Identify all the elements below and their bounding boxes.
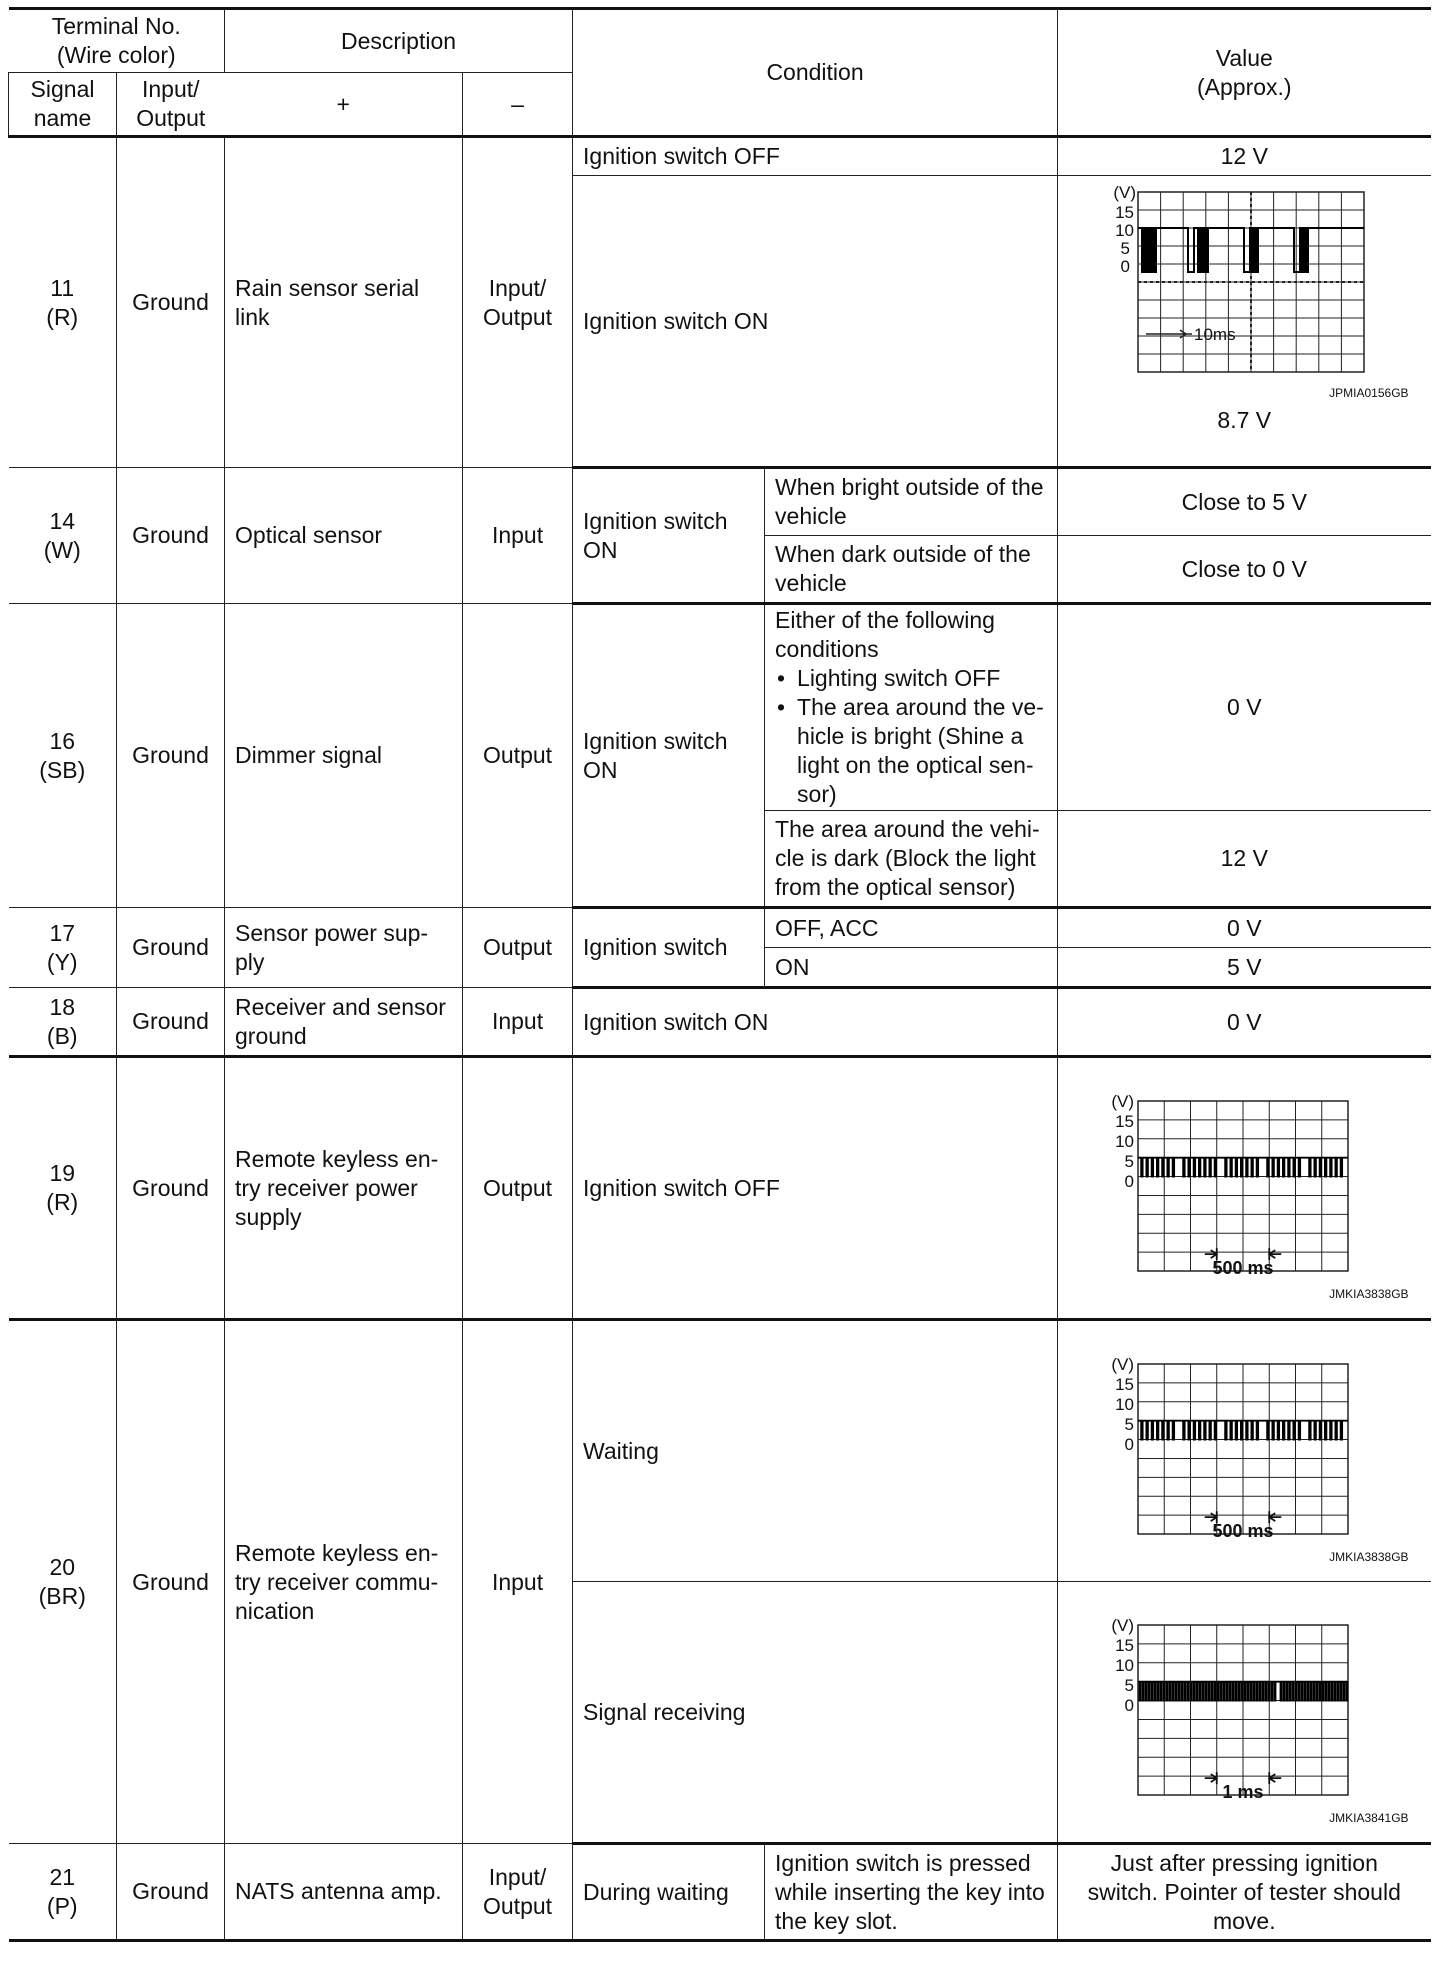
waveform-cell	[1058, 176, 1431, 468]
waveform-dense-chart	[1094, 1615, 1394, 1805]
wf-axis-tick: 15	[1115, 1636, 1135, 1655]
wf-axis-unit: (V)	[1111, 1355, 1135, 1374]
signal-name-cell: Sensor power sup- ply	[225, 908, 463, 988]
wf-axis-tick: 10	[1115, 1656, 1135, 1675]
value-text: 8.7 V	[1217, 407, 1272, 433]
ground-cell: Ground	[117, 137, 225, 468]
wf-grid-lines	[1138, 1625, 1348, 1795]
table-row-11	[9, 137, 1431, 176]
header-condition: Condition	[573, 9, 1058, 137]
ground-cell: Ground	[117, 1320, 225, 1844]
sub-condition-cell: ON	[765, 948, 1058, 988]
terminal-cell: 19 (R)	[9, 1057, 117, 1320]
condition-cell: Ignition switch ON	[573, 604, 765, 908]
wf-trace	[1138, 1158, 1348, 1177]
wf-timebase-label: 500 ms	[1212, 1258, 1274, 1279]
condition-cell: Ignition switch ON	[573, 988, 1058, 1057]
ground-cell: Ground	[117, 1844, 225, 1941]
wf-axis-tick: 0	[1120, 257, 1131, 276]
waveform-serial-chart	[1094, 184, 1394, 380]
wf-timebase	[1146, 325, 1236, 344]
value-cell: 0 V	[1058, 988, 1431, 1057]
condition-cell: Ignition switch OFF	[573, 137, 1058, 176]
condition-bullet: • The area around the ve- hicle is bright (Shine a light on the optical sen- sor)	[797, 693, 1047, 809]
header-value: Value (Approx.)	[1058, 9, 1431, 137]
table-row-21	[9, 1844, 1431, 1941]
condition-cell: During waiting	[573, 1844, 765, 1941]
terminal-spec-table	[8, 7, 1431, 1942]
ground-cell: Ground	[117, 604, 225, 908]
waveform-pulse-chart	[1094, 1091, 1394, 1281]
sub-condition-intro: Either of the following conditions	[775, 607, 995, 662]
sub-condition-cell: OFF, ACC	[765, 908, 1058, 948]
figure-code: JMKIA3841GB	[1329, 1811, 1409, 1825]
signal-name-cell: Dimmer signal	[225, 604, 463, 908]
header-description: Description	[225, 9, 573, 73]
wf-timebase-label: 10ms	[1194, 325, 1236, 344]
wf-timebase-label: 500 ms	[1212, 1521, 1274, 1542]
figure-code: JPMIA0156GB	[1329, 386, 1409, 400]
wf-trace	[1138, 1421, 1348, 1440]
signal-name-cell: Remote keyless en- try receiver commu- nication	[225, 1320, 463, 1844]
io-cell: Output	[463, 908, 573, 988]
waveform-pulse-chart	[1094, 1354, 1394, 1544]
wf-grid	[1138, 192, 1364, 372]
ground-cell: Ground	[117, 1057, 225, 1320]
wf-axis-tick: 10	[1115, 1132, 1135, 1151]
sub-condition-cell: When bright outside of the vehicle	[765, 468, 1058, 536]
ground-cell: Ground	[117, 988, 225, 1057]
wf-axis-tick: 15	[1115, 1112, 1135, 1131]
wf-trace	[1138, 1682, 1348, 1701]
io-cell: Input	[463, 468, 573, 604]
condition-cell: Waiting	[573, 1320, 1058, 1582]
table-row-14	[9, 468, 1431, 536]
terminal-cell: 20 (BR)	[9, 1320, 117, 1844]
wf-axis-tick: 5	[1124, 1676, 1135, 1695]
io-cell: Input	[463, 1320, 573, 1844]
wf-axis-unit: (V)	[1113, 184, 1137, 202]
condition-cell: Signal receiving	[573, 1582, 1058, 1844]
signal-name-cell: Receiver and sensor ground	[225, 988, 463, 1057]
wf-axis-tick: 10	[1115, 1395, 1135, 1414]
waveform-cell	[1058, 1320, 1431, 1582]
io-cell: Input/ Output	[463, 137, 573, 468]
terminal-cell: 11 (R)	[9, 137, 117, 468]
sub-condition-cell: Ignition switch is pressed while inserting the key into the key slot.	[765, 1844, 1058, 1941]
value-cell: Close to 0 V	[1058, 536, 1431, 604]
condition-bullet-list	[775, 664, 1047, 809]
wf-grid-lines	[1138, 1364, 1348, 1534]
waveform-cell	[1058, 1582, 1431, 1844]
value-cell: Close to 5 V	[1058, 468, 1431, 536]
ground-cell: Ground	[117, 468, 225, 604]
signal-name-cell: Remote keyless en- try receiver power supply	[225, 1057, 463, 1320]
table-row-18	[9, 988, 1431, 1057]
table-row-20	[9, 1320, 1431, 1582]
terminal-cell: 21 (P)	[9, 1844, 117, 1941]
signal-name-cell: Rain sensor serial link	[225, 137, 463, 468]
condition-cell: Ignition switch	[573, 908, 765, 988]
value-cell: 0 V	[1058, 908, 1431, 948]
condition-bullet: • Lighting switch OFF	[797, 664, 1047, 693]
table-row-16	[9, 604, 1431, 811]
wf-axis-tick: 5	[1124, 1152, 1135, 1171]
wf-axis-unit: (V)	[1111, 1092, 1135, 1111]
table-row-19	[9, 1057, 1431, 1320]
terminal-cell: 17 (Y)	[9, 908, 117, 988]
header-minus: –	[463, 73, 573, 137]
wf-axis-tick: 0	[1124, 1172, 1135, 1191]
value-cell: 0 V	[1058, 604, 1431, 811]
io-cell: Input	[463, 988, 573, 1057]
terminal-cell: 18 (B)	[9, 988, 117, 1057]
wf-trace	[1138, 228, 1364, 272]
figure-code: JMKIA3838GB	[1329, 1287, 1409, 1301]
wf-axis-unit: (V)	[1111, 1616, 1135, 1635]
sub-condition-cell: The area around the vehi- cle is dark (Block the light from the optical sensor)	[765, 811, 1058, 908]
value-cell: 5 V	[1058, 948, 1431, 988]
condition-cell: Ignition switch ON	[573, 176, 1058, 468]
signal-name-cell: Optical sensor	[225, 468, 463, 604]
header-plus: +	[225, 73, 463, 137]
sub-condition-cell	[765, 604, 1058, 811]
signal-name-cell: NATS antenna amp.	[225, 1844, 463, 1941]
wf-axis-tick: 15	[1115, 203, 1135, 222]
sub-condition-cell: When dark outside of the vehicle	[765, 536, 1058, 604]
value-cell: Just after pressing ignition switch. Pointer of tester should move.	[1058, 1844, 1431, 1941]
ground-cell: Ground	[117, 908, 225, 988]
terminal-cell: 16 (SB)	[9, 604, 117, 908]
condition-cell: Ignition switch OFF	[573, 1057, 1058, 1320]
io-cell: Output	[463, 604, 573, 908]
io-cell: Output	[463, 1057, 573, 1320]
waveform-cell	[1058, 1057, 1431, 1320]
wf-axis-tick: 15	[1115, 1375, 1135, 1394]
wf-grid-lines	[1138, 1101, 1348, 1271]
header-input-output: Input/ Output	[117, 73, 225, 137]
value-cell: 12 V	[1058, 811, 1431, 908]
wf-axis-tick: 5	[1124, 1415, 1135, 1434]
wf-axis-tick: 0	[1124, 1435, 1135, 1454]
wf-timebase-label: 1 ms	[1222, 1782, 1264, 1803]
figure-code: JMKIA3838GB	[1329, 1550, 1409, 1564]
condition-cell: Ignition switch ON	[573, 468, 765, 604]
header-signal-name: Signal name	[9, 73, 117, 137]
value-cell: 12 V	[1058, 137, 1431, 176]
table-row-17	[9, 908, 1431, 948]
wf-axis-tick: 10	[1115, 221, 1135, 240]
terminal-cell: 14 (W)	[9, 468, 117, 604]
header-terminal-no: Terminal No. (Wire color)	[9, 9, 225, 73]
wf-axis-tick: 5	[1120, 239, 1131, 258]
wf-axis-tick: 0	[1124, 1696, 1135, 1715]
io-cell: Input/ Output	[463, 1844, 573, 1941]
